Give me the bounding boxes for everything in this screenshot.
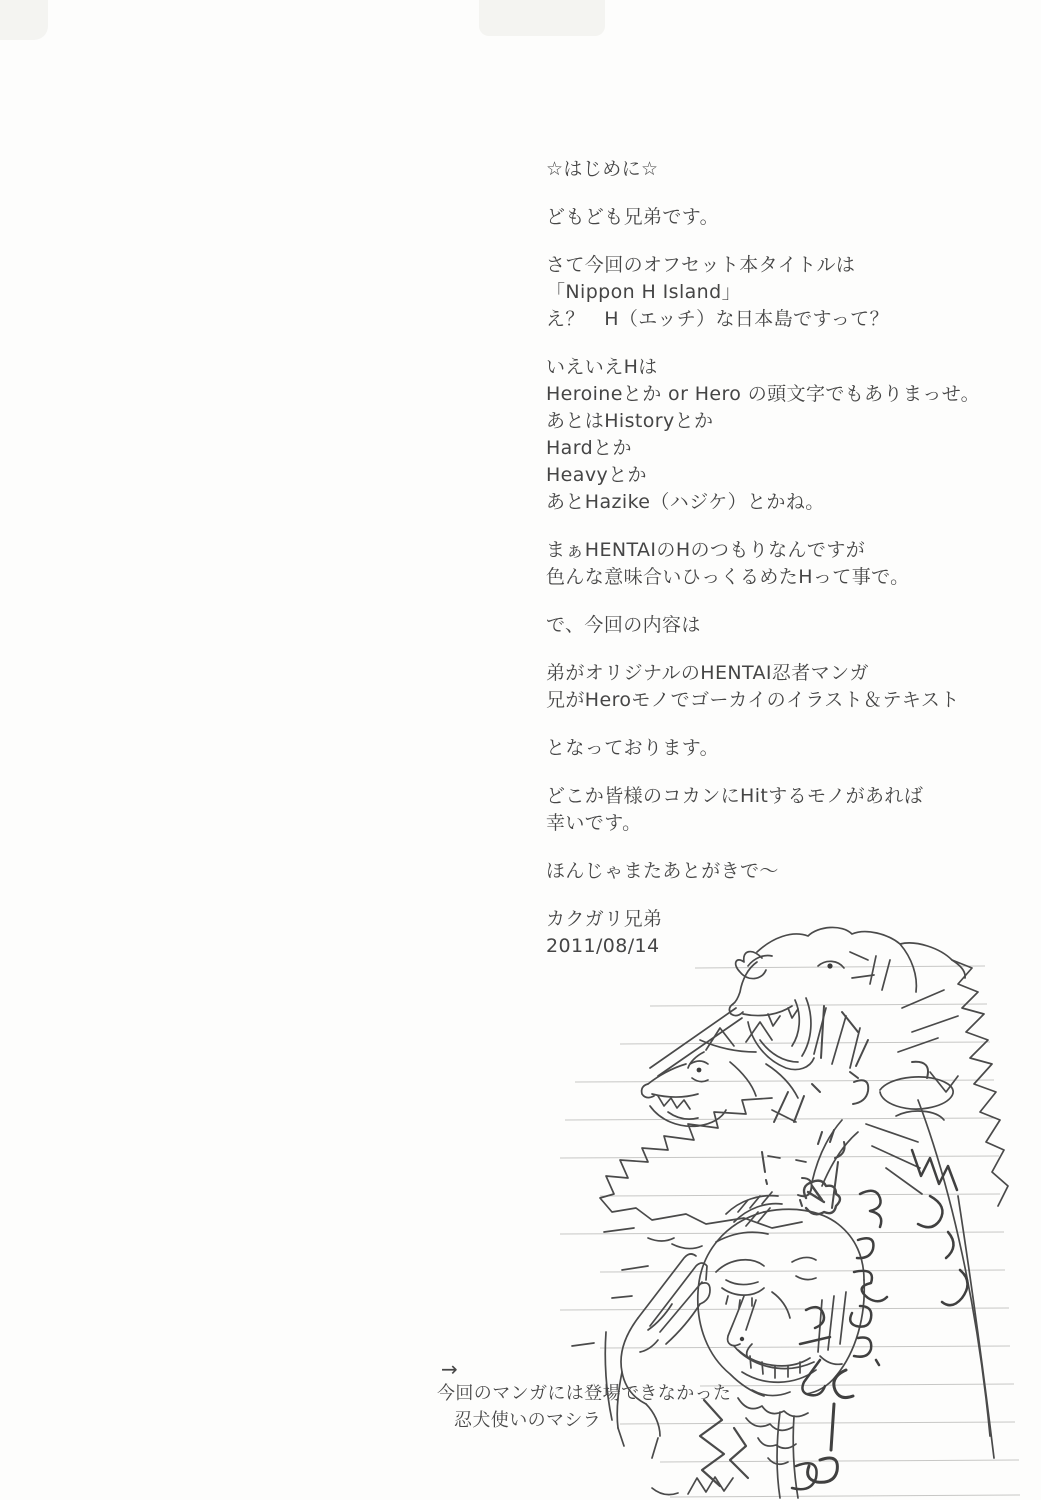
intro-text: ☆はじめに☆ どもども兄弟です。 さて今回のオフセット本タイトルは 「Nippon H Island」 え？ H（エッチ）な日本島ですって？ いえいえHは Heroineとか or Hero の頭文字でもありまっせ。 あとはHistoryとか Hardとか Heavyとか あとHazike（ハジケ）とかね。 まぁHENTAIのHのつもりなんですが 色んな意味合いひっくるめたHって事で。 で、今回の内容は 弟がオリジナルのHENTAI忍者マンガ 兄がHeroモノでゴーカイのイラスト＆テキスト となっております。 どこか皆様のコカンにHitするモノがあれば 幸いです。 ほんじゃまたあとがきで～ カクガリ兄弟 2011/08/14 bbox=[546, 156, 980, 960]
signature: カクガリ兄弟 bbox=[546, 908, 663, 930]
paragraph: で、今回の内容は bbox=[546, 614, 701, 636]
paragraph: となっております。 bbox=[546, 737, 720, 759]
paragraph: ほんじゃまたあとがきで～ bbox=[546, 860, 779, 882]
sketch-caption bbox=[437, 1358, 731, 1434]
caption-line: 今回のマンガには登場できなかった bbox=[437, 1383, 732, 1404]
mane-sketch bbox=[866, 960, 1008, 1458]
handwriting-scribbles bbox=[792, 1150, 968, 1489]
mashira-face-sketch bbox=[652, 1192, 864, 1498]
date: 2011/08/14 bbox=[546, 935, 660, 957]
caption-line: 忍犬使いのマシラ bbox=[454, 1410, 602, 1431]
snarling-dog-sketch bbox=[642, 1022, 798, 1126]
intro-heading bbox=[546, 156, 980, 183]
right-arrow-icon: → bbox=[441, 1357, 459, 1381]
heading-line: ☆はじめに☆ bbox=[546, 158, 659, 180]
paragraph: どもども兄弟です。 bbox=[546, 206, 720, 228]
topknot-sketch bbox=[804, 1120, 858, 1214]
book-title: 「Nippon H Island」 bbox=[546, 281, 741, 303]
